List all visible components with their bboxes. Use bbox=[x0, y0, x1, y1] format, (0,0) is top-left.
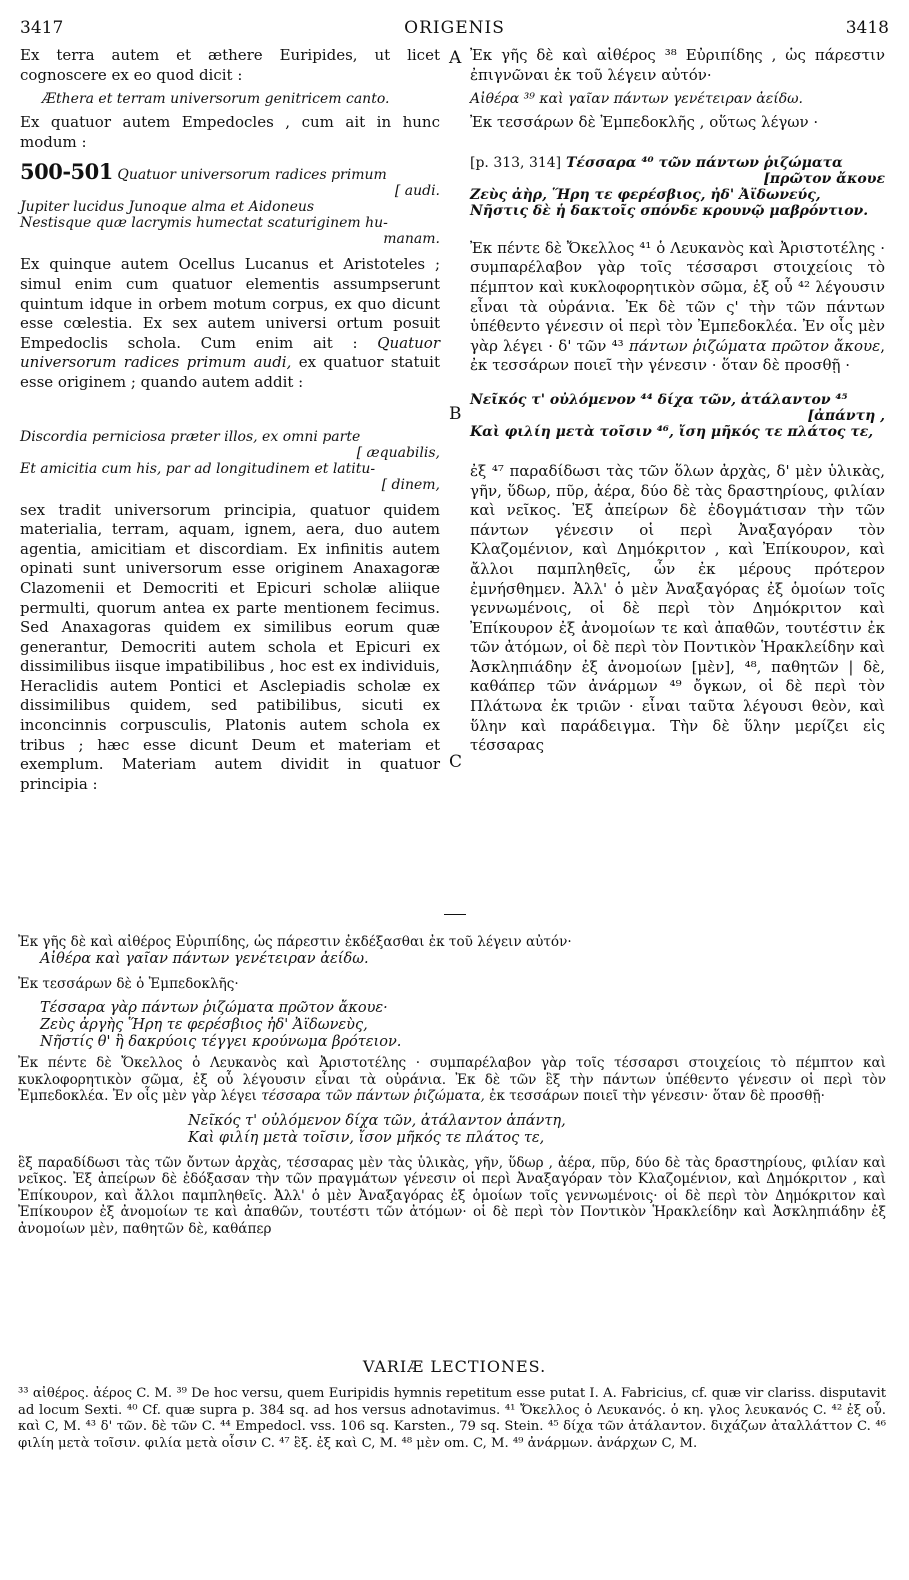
greek-quote: πάντων ῥιζώματα πρῶτον ἄκουε bbox=[628, 336, 881, 355]
latin-verse-line: [ dinem, bbox=[381, 476, 440, 493]
greek-verse-line: Νῆστις δὲ ἡ δακτοῖς σπόνδε κρουνῷ μαβρόντιον. bbox=[470, 202, 869, 219]
bottom-greek-text bbox=[18, 934, 886, 1237]
bottom-verse-block bbox=[18, 1113, 886, 1147]
bottom-verse-line: Καὶ φιλίη μετὰ τοῖσιν, ἴσον μῆκός τε πλάτος τε, bbox=[188, 1129, 545, 1146]
greek-paragraph bbox=[470, 239, 885, 376]
greek-verse-block bbox=[470, 392, 885, 440]
latin-text: Ex quinque autem Ocellus Lucanus et Aristoteles ; simul enim cum quatuor elementis assumpserunt quintum idque in orbem motum corpus, ex quo dicunt esse cœlestia. Ex sex autem universi ortum posuit Empedoclis schola. Cum enim ait : bbox=[20, 255, 440, 352]
latin-column bbox=[20, 46, 440, 794]
margin-marker-b: B bbox=[449, 404, 462, 424]
latin-text: ex quatuor statuit esse originem ; quando autem addit : bbox=[20, 353, 440, 391]
latin-verse-block bbox=[20, 159, 440, 248]
greek-verse: Αἰθέρα ³⁹ καὶ γαῖαν πάντων γενέτειραν ἀείδω. bbox=[470, 91, 803, 108]
bottom-text: Ἐκ πέντε δὲ Ὄκελλος ὁ Λευκανὸς καὶ Ἀριστοτέλης · συμπαρέλαβον γὰρ τοῖς τέσσαρσι στοιχείοις τὸ πέμπτον καὶ κυκλοφορητικὸν σῶμα, ἐξ οὗ λέγουσιν εἶναι τὰ οὐράνια. Ἐκ δὲ τῶν ἓξ τὴν πάντων ὑπέθεντο γένεσιν οἱ περὶ τὸν Ἐμπεδοκλέα. Ἐν οἷς μὲν γὰρ λέγει bbox=[18, 1055, 886, 1104]
bottom-verse: Αἰθέρα καὶ γαῖαν πάντων γενέτειραν ἀείδω. bbox=[40, 950, 369, 967]
greek-verse-line: Καὶ φιλίη μετὰ τοῖσιν ⁴⁶, ἴση μῆκός τε πλάτος τε, bbox=[470, 423, 874, 440]
bottom-paragraph bbox=[18, 1055, 886, 1105]
variae-heading: VARIÆ LECTIONES. bbox=[362, 1357, 547, 1376]
latin-paragraph bbox=[20, 255, 440, 392]
latin-verse-line: Quatuor universorum radices primum bbox=[117, 167, 387, 184]
latin-verse-line: manam. bbox=[383, 231, 440, 248]
bottom-verse-line: Τέσσαρα γὰρ πάντων ῥιζώματα πρῶτον ἄκουε· bbox=[40, 1000, 388, 1016]
latin-paragraph: Ex terra autem et æthere Euripides, ut licet cognoscere ex eo quod dicit : bbox=[20, 46, 440, 84]
latin-verse-line: Jupiter lucidus Junoque alma et Aidoneus bbox=[20, 199, 315, 216]
greek-verse-line: [ἀπάντη , bbox=[807, 407, 885, 424]
bottom-paragraph: ἓξ παραδίδωσι τὰς τῶν ὄντων ἀρχὰς, τέσσαρας μὲν τὰς ὑλικὰς, γῆν, ὕδωρ , ἀέρα, πῦρ, δύο δὲ τὰς δραστηρίους, φιλίαν καὶ νεῖκος. Ἐξ ἀπείρων δὲ ἐδόξασαν τὴν τῶν πραγμάτων γένεσιν οἱ περὶ Ἀναξαγόραν τὸν Κλαζομένιον, καὶ Δημόκριτον , καὶ Ἐπίκουρον, καὶ ἄλλοι παμπληθεῖς. Ἀλλ' ὁ μὲν Ἀναξαγόρας ἐξ ὁμοίων τοῖς γεννωμένοις· οἱ δὲ περὶ τὸν Δημόκριτον καὶ Ἐπίκουρον ἐξ ἀνομοίων τε καὶ ἀπαθῶν, τουτέστι τῶν ἀτόμων· οἱ δὲ περὶ τὸν Ποντικὸν Ἡρακλείδην καὶ Ἀσκληπιάδην ἐξ ἀνομοίων μὲν, παθητῶν δὲ, καθάπερ bbox=[18, 1154, 886, 1237]
running-title: ORIGENIS bbox=[404, 18, 505, 38]
latin-verse-line: Discordia perniciosa præter illos, ex omni parte bbox=[20, 428, 361, 445]
latin-paragraph: sex tradit universorum principia, quatuor quidem materialia, terram, aquam, ignem, aera, duo autem agentia, amicitiam et discordiam. Ex infinitis autem opinati sunt universorum esse originem Anaxagoræ Clazomenii et Democriti et Epicuri scholæ aliique permulti, quorum antea ex parte mentionem fecimus. Sed Anaxagoras quidem ex similibus eorum quæ generantur, Democriti autem schola et Epicuri ex dissimilibus iisque impatibilibus , hoc est ex individuis, Heraclidis autem Pontici et Asclepiadis scholæ ex dissimilibus quidem, sed patibilibus, sicuti ex inconcinnis corpusculis, Platonis autem schola ex tribus ; hæc esse dicunt Deum et materiam et exemplum. Materiam autem dividit in quatuor principia : bbox=[20, 500, 440, 793]
page-number-right: 3418 bbox=[845, 18, 889, 38]
greek-text: , ἐκ τεσσάρων ποιεῖ τὴν γένεσιν · ὅταν δὲ προσθῇ · bbox=[470, 336, 885, 375]
greek-verse-line: Τέσσαρα ⁴⁰ τῶν πάντων ῥιζώματα bbox=[566, 154, 843, 171]
bottom-quote: τέσσαρα τῶν πάντων ῥιζώματα, bbox=[261, 1088, 485, 1104]
bottom-verse-line: Νῆστίς θ' ἣ δακρύοις τέγγει κρούνωμα βρότειον. bbox=[40, 1034, 402, 1050]
greek-verse-block bbox=[470, 155, 885, 219]
bottom-paragraph: Ἐκ τεσσάρων δὲ ὁ Ἐμπεδοκλῆς· bbox=[18, 975, 239, 992]
latin-verse-line: [ audi. bbox=[394, 183, 440, 200]
greek-paragraph: ἐξ ⁴⁷ παραδίδωσι τὰς τῶν ὅλων ἀρχὰς, δ' μὲν ὑλικὰς, γῆν, ὕδωρ, πῦρ, ἀέρα, δύο δὲ τὰς δραστηρίους, φιλίαν καὶ νεῖκος. Ἐξ ἀπείρων δὲ ἐδογμάτισαν τὴν τῶν πάντων γένεσιν οἱ περὶ Ἀναξαγόραν τὸν Κλαζομένιον, καὶ Δημόκριτον , καὶ Ἐπίκουρον, καὶ ἄλλοι παμπληθεῖς, ὧν ἐκ μέρους πρότερον ἐμνήσθημεν. Ἀλλ' ὁ μὲν Ἀναξαγόρας ἐξ ὁμοίων τοῖς γεννωμένοις, οἱ δὲ περὶ τὸν Δημόκριτον καὶ Ἐπίκουρον ἐξ ἀνομοίων τε καὶ ἀπαθῶν, τουτέστιν ἐκ τῶν ἀτόμων, οἱ δὲ περὶ τὸν Ποντικὸν Ἡρακλείδην καὶ Ἀσκληπιάδην ἐξ ἀνομοίων [μὲν], ⁴⁸, παθητῶν | δὲ, καθάπερ τῶν ἀνάρμων ⁴⁹ ὄγκων, οἱ δὲ περὶ τὸν Πλάτωνα ἐκ τριῶν · εἶναι ταῦτα λέγουσι θεὸν, καὶ ὕλην καὶ παράδειγμα. Τὴν δὲ ὕλην μερίζει εἰς τέσσαρας bbox=[470, 461, 885, 755]
latin-quote: Quatuor universorum radices primum audi, bbox=[20, 333, 440, 372]
margin-marker-a: A bbox=[449, 48, 462, 68]
latin-verse: Æthera et terram universorum genitricem canto. bbox=[42, 91, 390, 108]
greek-verse-line: [πρῶτον ἄκουε bbox=[763, 170, 885, 187]
page-reference: [p. 313, 314] bbox=[470, 154, 562, 171]
margin-marker-c: C bbox=[449, 752, 463, 772]
separator-rule bbox=[444, 914, 466, 915]
greek-paragraph: Ἐκ τεσσάρων δὲ Ἐμπεδοκλῆς , οὕτως λέγων · bbox=[470, 113, 819, 132]
latin-verse-block bbox=[20, 429, 440, 493]
section-number: 500-501 bbox=[20, 159, 113, 185]
latin-verse-line: Nestisque quæ lacrymis humectat scaturiginem hu- bbox=[20, 215, 388, 232]
latin-paragraph: Ex quatuor autem Empedocles , cum ait in hunc modum : bbox=[20, 113, 440, 151]
bottom-verse-line: Νεῖκός τ' οὐλόμενον δίχα τῶν, ἀτάλαντον ἁπάντη, bbox=[188, 1112, 566, 1129]
greek-column bbox=[470, 46, 885, 756]
bottom-verse-block bbox=[18, 1000, 886, 1051]
latin-verse-line: [ æquabilis, bbox=[356, 444, 440, 461]
greek-verse-line: Ζεὺς ἀὴρ, Ἥρη τε φερέσβιος, ἠδ' Ἀϊδωνεύς, bbox=[470, 186, 821, 203]
bottom-paragraph: Ἐκ γῆς δὲ καὶ αἰθέρος Εὐριπίδης, ὡς πάρεστιν ἐκδέξασθαι ἐκ τοῦ λέγειν αὐτόν· bbox=[18, 934, 572, 950]
greek-text: Ἐκ πέντε δὲ Ὄκελλος ⁴¹ ὁ Λευκανὸς καὶ Ἀριστοτέλης · συμπαρέλαβον γὰρ τοῖς τέσσαρσι στοιχείοις τὸ πέμπτον καὶ κυκλοφορητικὸν σῶμα, ἐξ οὗ ⁴² λέγουσιν εἶναι τὰ οὐράνια. Ἐκ δὲ τῶν ς' τὴν τῶν πάντων ὑπέθεντο γένεσιν οἱ περὶ τὸν Ἐμπεδοκλέα. Ἐν οἷς μὲν γὰρ λέγει · δ' τῶν ⁴³ bbox=[470, 238, 885, 355]
bottom-verse-line: Ζεὺς ἀργὴς Ἥρη τε φερέσβιος ἠδ' Ἀϊδωνεὺς, bbox=[40, 1017, 368, 1033]
latin-verse-line: Et amicitia cum his, par ad longitudinem et latitu- bbox=[20, 460, 376, 477]
greek-paragraph: Ἐκ γῆς δὲ καὶ αἰθέρος ³⁸ Εὐριπίδης , ὡς πάρεστιν ἐπιγνῶναι ἐκ τοῦ λέγειν αὐτόν· bbox=[470, 46, 885, 84]
running-header bbox=[20, 18, 889, 40]
page-number-left: 3417 bbox=[20, 18, 64, 38]
greek-verse-line: Νεῖκός τ' οὐλόμενον ⁴⁴ δίχα τῶν, ἀτάλαντον ⁴⁵ bbox=[470, 391, 848, 408]
bottom-text: ἐκ τεσσάρων ποιεῖ τὴν γένεσιν· ὅταν δὲ προσθῇ· bbox=[489, 1088, 825, 1104]
variae-notes: ³³ αἰθέρος. ἀέρος C. M. ³⁹ De hoc versu, quem Euripidis hymnis repetitum esse putat I. A. Fabricius, cf. quæ vir clariss. disputavit ad locum Sexti. ⁴⁰ Cf. quæ supra p. 384 sq. ad hos versus adnotavimus. ⁴¹ Ὄκελλος ὁ Λευκανός. ὁ κη. γλος λευκανός C. ⁴² ἐξ οὗ. καὶ C, M. ⁴³ δ' τῶν. δὲ τῶν C. ⁴⁴ Empedocl. vss. 106 sq. Karsten., 79 sq. Stein. ⁴⁵ δίχα τῶν ἀτάλαντον. διχάζων ἀταλλάττον C. ⁴⁶ φιλίη μετὰ τοῖσιν. φιλία μετὰ οἷσιν C. ⁴⁷ ἓξ. ἐξ καὶ C, M. ⁴⁸ μὲν om. C, M. ⁴⁹ ἀνάρμων. ἀνάρχων C, M. bbox=[18, 1386, 886, 1451]
